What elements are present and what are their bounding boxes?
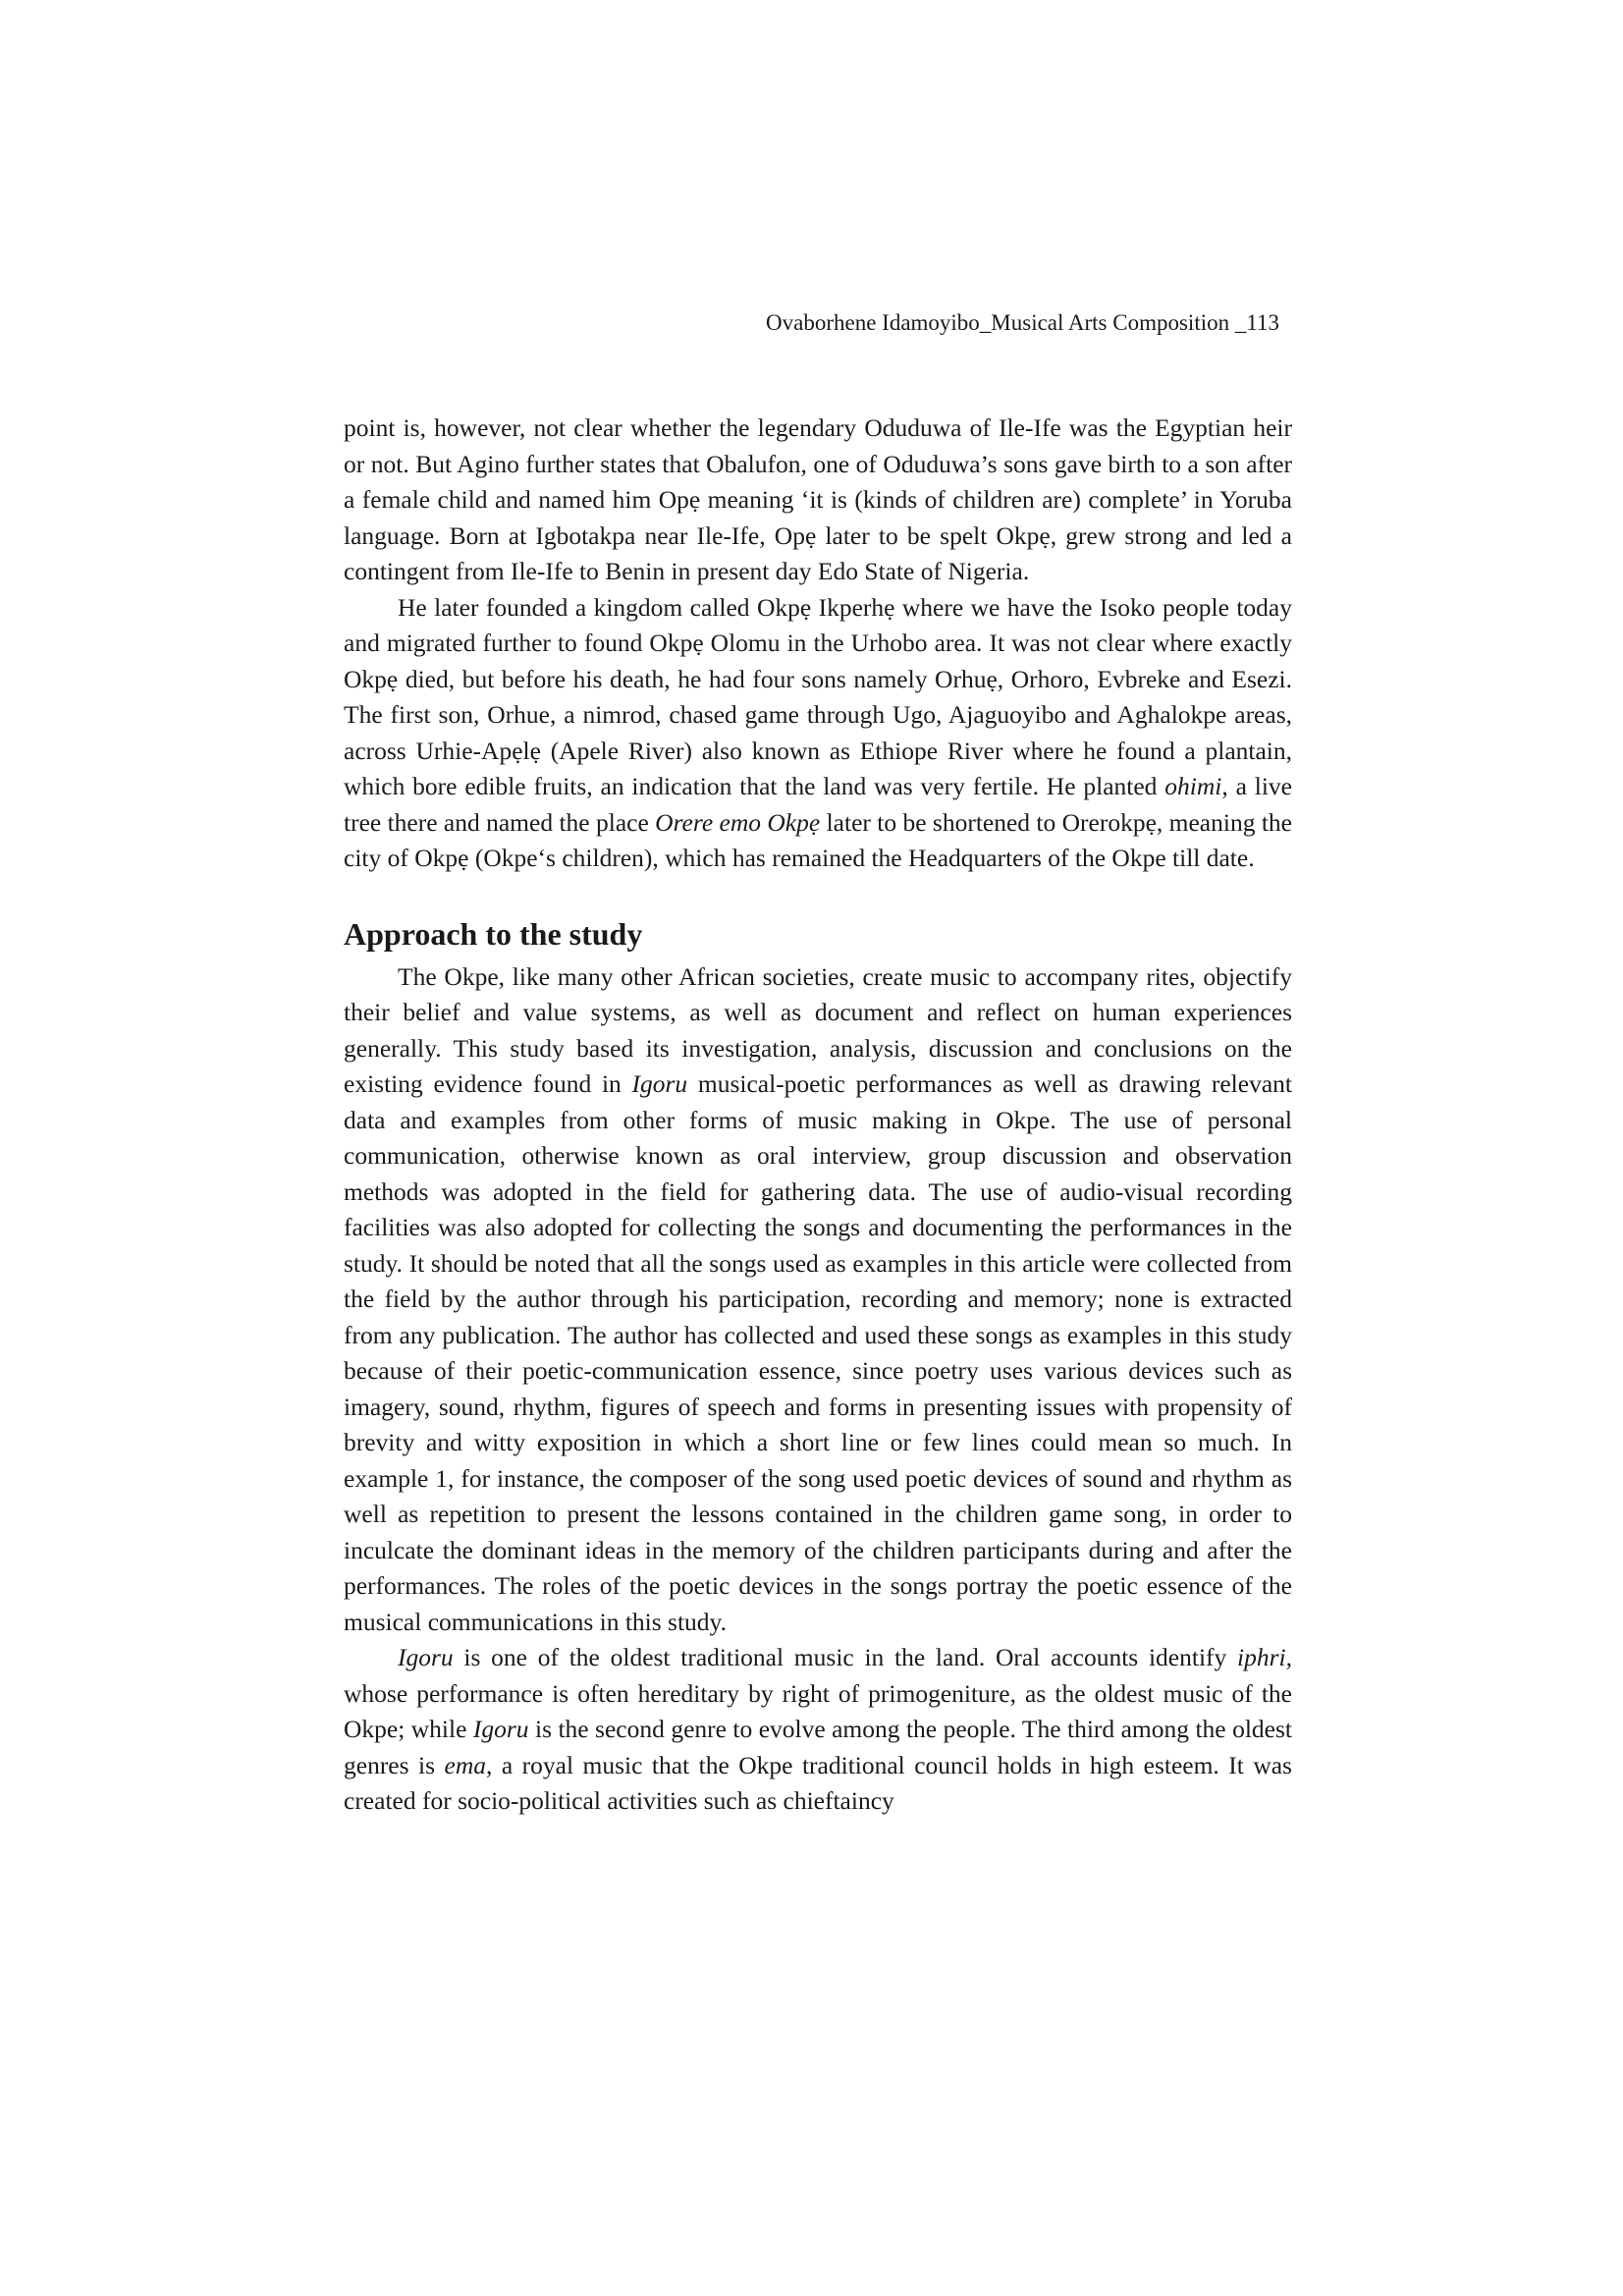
- running-header: Ovaborhene Idamoyibo_Musical Arts Composition _113: [766, 310, 1279, 335]
- text-run: , a royal music that the Okpe traditional council holds in high esteem. It was created for socio-political activities such as chieftaincy: [344, 1750, 1292, 1815]
- text-run: is the second genre to evolve among the people. The third among the oldest genres is: [344, 1715, 1292, 1779]
- text-run: He later founded a kingdom called Okpẹ Ikperhẹ where we have the Isoko people today and migrated further to found Okpẹ Olomu in the Urhobo area. It was not clear where exactly Okpẹ died, but before his death, he had four sons namely Orhuẹ, Orhoro, Evbreke and Esezi. The first son, Orhue, a nimrod, chased game through Ugo, Ajaguoyibo and Aghalokpe areas, across Urhie-Apẹlẹ (Apele River) also known as Ethiope River where he found a plantain, which bore edible fruits, an indication that the land was very fertile. He planted: [344, 592, 1292, 800]
- text-run: , a live tree there and named the place: [344, 772, 1292, 837]
- italic-term: Igoru: [631, 1069, 688, 1098]
- text-run: whose performance is often hereditary by right of primogeniture, as the oldest music of the Okpe; while: [344, 1678, 1292, 1743]
- section-heading: Approach to the study: [344, 915, 643, 952]
- italic-term: ohimi: [1164, 772, 1222, 800]
- text-run: point is, however, not clear whether the legendary Oduduwa of Ile-Ife was the Egyptian heir or not. But Agino further states that Obalufon, one of Oduduwa’s sons gave birth to a son after a female child and named him Opẹ meaning ‘it is (kinds of children are) complete’ in Yoruba language. Born at Igbotakpa near Ile-Ife, Opẹ later to be spelt Okpẹ, grew strong and led a contingent from Ile-Ife to Benin in present day Edo State of Nigeria.: [344, 413, 1292, 585]
- italic-term: Igoru: [472, 1715, 529, 1743]
- text-run: later to be shortened to Orerokpẹ, meaning the city of Okpẹ (Okpe‘s children), which has remained the Headquarters of the Okpe till date.: [344, 807, 1292, 872]
- article-body: [344, 410, 1292, 1820]
- italic-term: iphri,: [1237, 1643, 1292, 1671]
- text-run: is one of the oldest traditional music in the land. Oral accounts identify: [453, 1643, 1238, 1671]
- section-paragraph-1: [344, 959, 1292, 1641]
- italic-term: Orere emo Okpẹ: [655, 807, 821, 837]
- text-run: musical-poetic performances as well as drawing relevant data and examples from other forms of music making in Okpe. The use of personal communication, otherwise known as oral interview, group discussion and observation methods was adopted in the field for gathering data. The use of audio-visual recording facilities was also adopted for collecting the songs and documenting the performances in the study. It should be noted that all the songs used as examples in this article were collected from the field by the author through his participation, recording and memory; none is extracted from any publication. The author has collected and used these songs as examples in this study because of their poetic-communication essence, since poetry uses various devices such as imagery, sound, rhythm, figures of speech and forms in presenting issues with propensity of brevity and witty exposition in which a short line or few lines could mean so much. In example 1, for instance, the composer of the song used poetic devices of sound and rhythm as well as repetition to present the lessons contained in the children game song, in order to inculcate the dominant ideas in the memory of the children participants during and after the performances. The roles of the poetic devices in the songs portray the poetic essence of the musical communications in this study.: [344, 1069, 1292, 1636]
- section-paragraph-2: [344, 1640, 1292, 1820]
- body-paragraph-2: [344, 590, 1292, 877]
- body-paragraph-1: [344, 410, 1292, 590]
- text-run: The Okpe, like many other African societies, create music to accompany rites, objectify their belief and value systems, as well as document and reflect on human experiences generally. This study based its investigation, analysis, discussion and conclusions on the existing evidence found in: [344, 961, 1292, 1098]
- italic-term: ema: [444, 1750, 486, 1779]
- italic-term: Igoru: [398, 1643, 454, 1671]
